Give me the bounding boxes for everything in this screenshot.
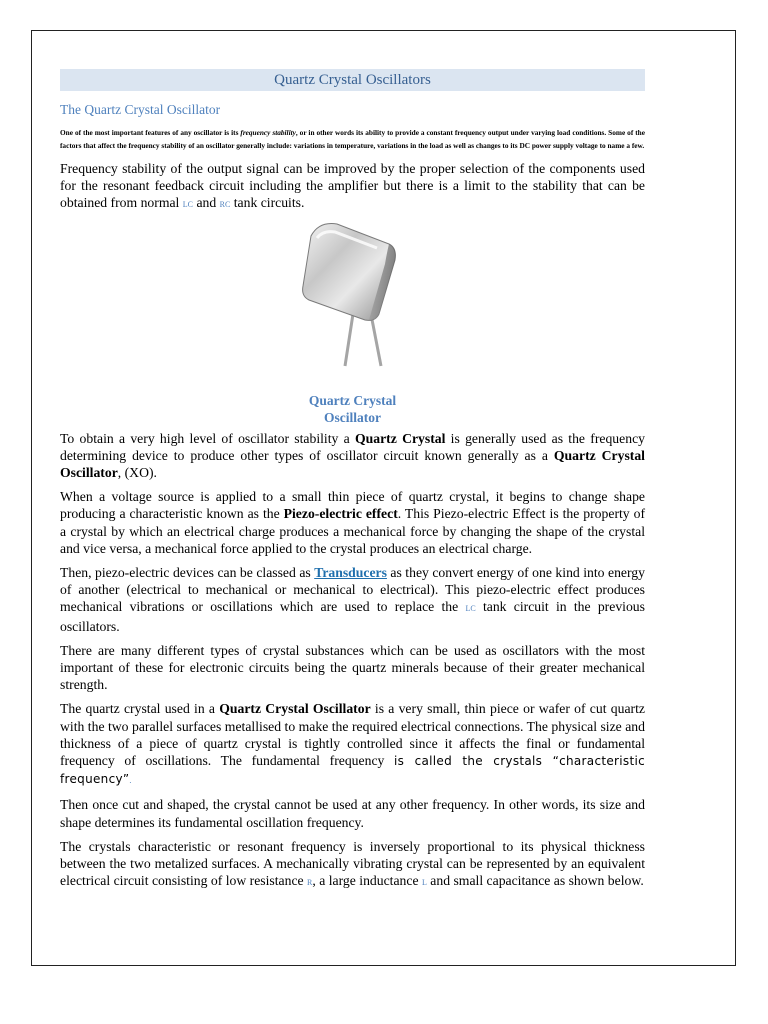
section-heading: The Quartz Crystal Oscillator	[60, 102, 221, 117]
intro-paragraph: One of the most important features of any oscillator is its frequency stability, or in other words its ability to provide a constant frequency output under varying load conditions. Some of the factors that affect the frequency stability of an oscillator generally include: variations in temperature, variations in the load as well as changes to its DC power supply voltage to name a few.	[60, 128, 645, 150]
quartz-crystal-image	[297, 216, 407, 376]
paragraph-transducers: Then, piezo-electric devices can be classed as Transducers as they convert energy of one kind into energy of another (electrical to mechanical or mechanical to electrical). This piezo-electric effect produces mechanical vibrations or oscillations which are used to replace the LC tank circuit in the previous oscillators.	[60, 565, 645, 634]
emphasis-text: frequency stability	[240, 128, 296, 137]
document-content	[60, 69, 645, 891]
figure-caption: Quartz Crystal Oscillator	[308, 392, 397, 425]
document-title	[60, 69, 645, 91]
lc-symbol: LC	[465, 604, 476, 614]
l-symbol: L	[421, 878, 427, 888]
paragraph-fixed-frequency: Then once cut and shaped, the crystal cannot be used at any other frequency. In other words, its size and shape determines its fundamental oscillation frequency.	[60, 797, 645, 830]
lc-symbol: LC	[182, 200, 194, 210]
transducers-link[interactable]: Transducers	[314, 565, 387, 581]
paragraph-crystal-cut: The quartz crystal used in a Quartz Crystal Oscillator is a very small, thin piece or wafer of cut quartz with the two parallel surfaces metallised to make the required electrical connections. The physical size and thickness of a piece of quartz crystal is tightly controlled since it affects the final or fundamental frequency of oscillations. The fundamental frequency is called the crystals “characteristic frequency”.	[60, 701, 645, 787]
paragraph-frequency-stability: Frequency stability of the output signal can be improved by the proper selection of the components used for the resonant feedback circuit including the amplifier but there is a limit to the stability that can be obtained from normal LC and RC tank circuits.	[60, 161, 645, 211]
rc-symbol: RC	[219, 200, 231, 210]
paragraph-piezo-effect: When a voltage source is applied to a small thin piece of quartz crystal, it begins to change shape producing a characteristic known as the Piezo-electric effect. This Piezo-electric Effect is the property of a crystal by which an electrical charge produces a mechanical force by changing the shape of the crystal and vice versa, a mechanical force applied to the crystal produces an electrical charge.	[60, 489, 646, 556]
paragraph-resonant-frequency: The crystals characteristic or resonant frequency is inversely proportional to its physical thickness between the two metalized surfaces. A mechanically vibrating crystal can be represented by an equivalent electrical circuit consisting of low resistance R, a large inductance L and small capacitance as shown below.	[60, 838, 645, 889]
crystal-figure	[60, 214, 645, 392]
paragraph-crystal-substances: There are many different types of crystal substances which can be used as oscillators with the most important of these for electronic circuits being the quartz minerals because of their greater mechanical strength.	[60, 642, 645, 693]
r-symbol: R	[307, 878, 313, 888]
paragraph-quartz-crystal: To obtain a very high level of oscillator stability a Quartz Crystal is generally used as the frequency determining device to produce other types of oscillator circuit known generally as a Quartz Crystal Oscillator, (XO).	[60, 430, 645, 481]
title-text: Quartz Crystal Oscillators	[274, 72, 431, 88]
